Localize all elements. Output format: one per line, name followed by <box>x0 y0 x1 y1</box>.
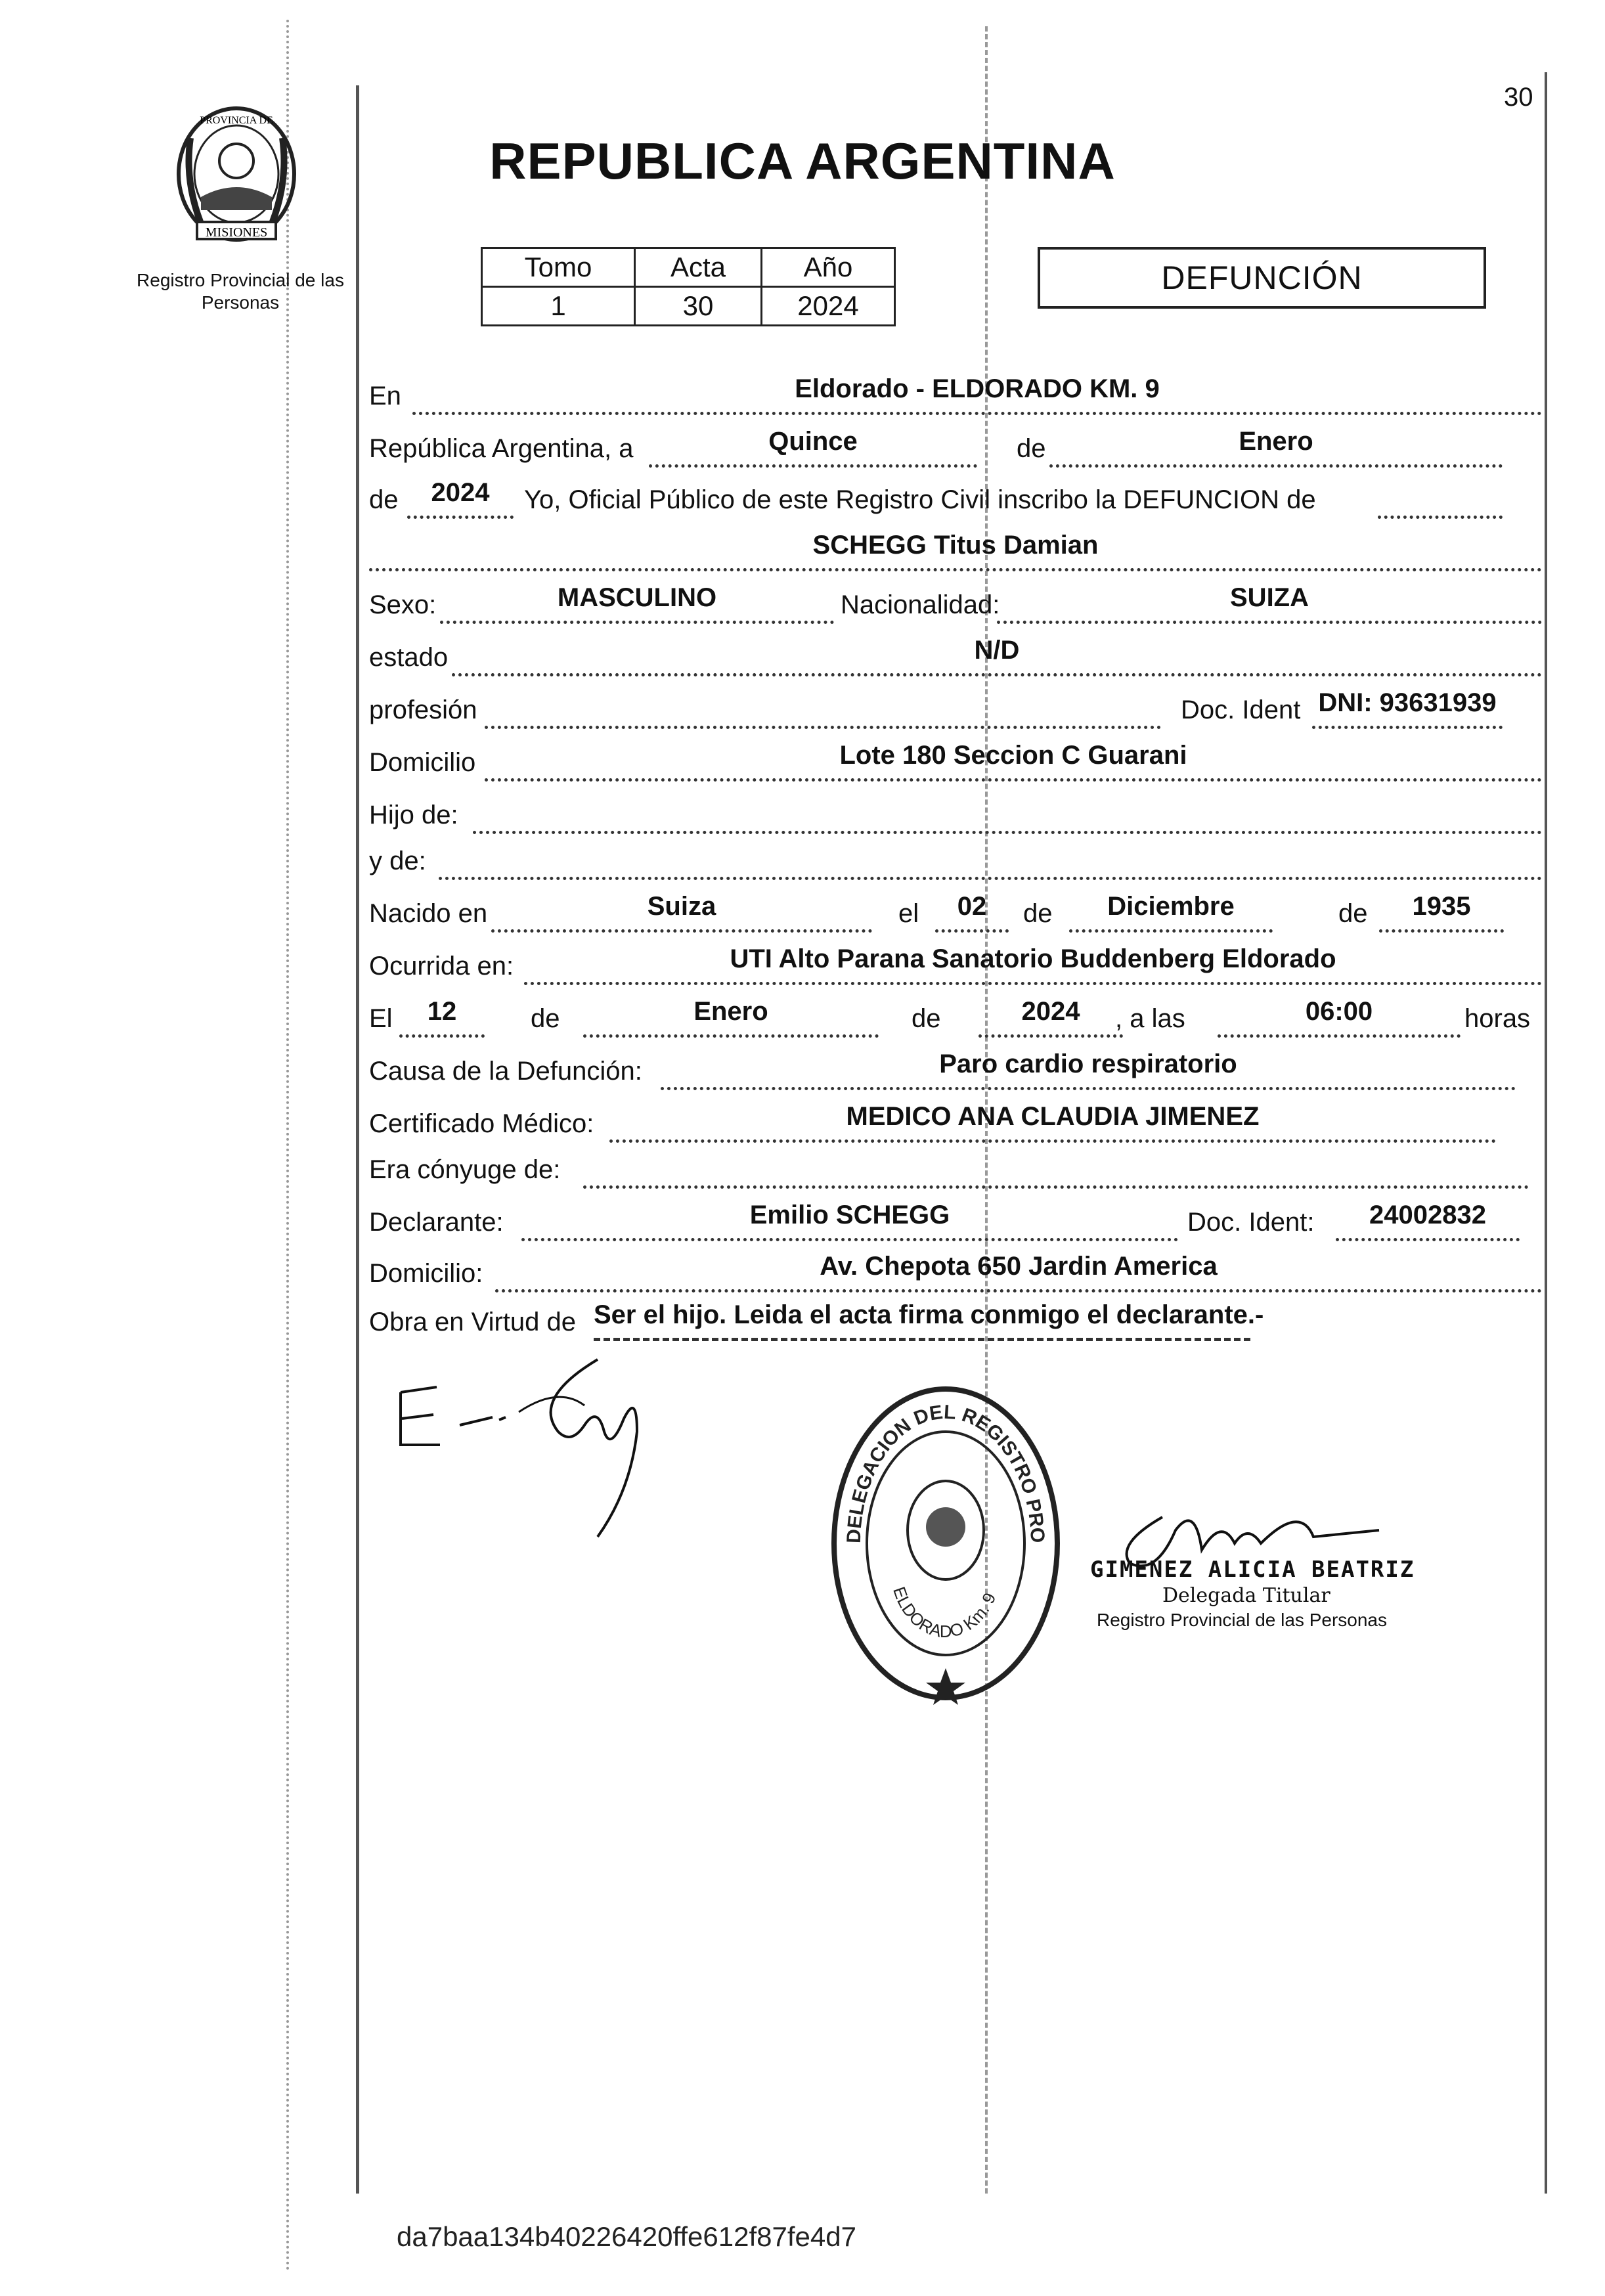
row-hijo <box>366 795 1542 834</box>
fall-hora-field: 06:00 <box>1218 995 1461 1038</box>
nac-mes-field: Diciembre <box>1069 890 1273 933</box>
nacido-field: Suiza <box>491 890 872 933</box>
row-profesion <box>366 690 1542 729</box>
acta-value: 30 <box>635 287 762 326</box>
acta-header: Acta <box>635 248 762 287</box>
dia-field: Quince <box>649 425 977 468</box>
doc2-field: 24002832 <box>1336 1199 1520 1241</box>
causa-field: Paro cardio respiratorio <box>661 1048 1516 1090</box>
en-field: Eldorado - ELDORADO KM. 9 <box>412 372 1542 415</box>
row-en <box>366 376 1542 415</box>
doc2-label: Doc. Ident: <box>1187 1208 1315 1237</box>
right-margin-line <box>1545 72 1547 2194</box>
tomo-value: 1 <box>482 287 635 326</box>
row-certificado <box>366 1103 1542 1143</box>
mes-field: Enero <box>1049 425 1503 468</box>
el2-label: El <box>369 1004 393 1033</box>
nac-anio-field: 1935 <box>1379 890 1504 933</box>
sexo-field: MASCULINO <box>440 581 834 624</box>
domicilio2-field: Av. Chepota 650 Jardin America <box>495 1250 1542 1292</box>
row-conyuge <box>366 1149 1542 1189</box>
declarante-label: Declarante: <box>369 1208 504 1237</box>
page-title: REPUBLICA ARGENTINA <box>489 132 1116 190</box>
document-hash: da7baa134b40226420ffe612f87fe4d7 <box>397 2221 856 2252</box>
signatory-name: GIMENEZ ALICIA BEATRIZ <box>1090 1556 1415 1583</box>
signatory-role: Delegada Titular <box>1162 1584 1330 1607</box>
conyuge-field <box>583 1146 1529 1189</box>
fall-mes-field: Enero <box>583 995 879 1038</box>
alas-label: , a las <box>1115 1004 1185 1033</box>
republica-label: República Argentina, a <box>369 434 634 463</box>
fall-dia-field: 12 <box>399 995 485 1038</box>
row-nacido <box>366 893 1542 933</box>
signatory-block <box>1090 1556 1415 1631</box>
estado-label: estado <box>369 643 449 672</box>
obra-label: Obra en Virtud de <box>369 1308 577 1336</box>
oficial-text: Yo, Oficial Público de este Registro Civil inscribo la DEFUNCION de <box>524 485 1316 514</box>
oficial-blank <box>1378 476 1503 519</box>
svg-text:ELDORADO Km. 9: ELDORADO Km. 9 <box>889 1584 1000 1641</box>
domicilio-label: Domicilio <box>369 748 476 777</box>
doc-label: Doc. Ident <box>1181 695 1301 724</box>
declarant-signature <box>387 1346 755 1543</box>
fall-de-label-2: de <box>912 1004 941 1033</box>
estado-field: N/D <box>452 634 1542 676</box>
ocurrida-label: Ocurrida en: <box>369 952 514 981</box>
yde-field <box>439 837 1542 880</box>
row-declarante <box>366 1202 1542 1241</box>
tomo-header: Tomo <box>482 248 635 287</box>
record-table <box>481 247 896 326</box>
row-estado <box>366 637 1542 676</box>
official-stamp <box>821 1379 1070 1708</box>
row-fallecimiento <box>366 998 1542 1038</box>
fall-de-label-1: de <box>531 1004 560 1033</box>
declarante-field: Emilio SCHEGG <box>521 1199 1178 1241</box>
row-nombre <box>366 532 1542 571</box>
nacionalidad-label: Nacionalidad: <box>841 590 1000 619</box>
hijo-label: Hijo de: <box>369 801 458 829</box>
nac-dia-field: 02 <box>935 890 1009 933</box>
profesion-field <box>485 686 1161 729</box>
row-obra <box>366 1302 1542 1341</box>
fold-line-left <box>286 20 289 2272</box>
row-causa <box>366 1051 1542 1090</box>
nac-de-label-1: de <box>1023 899 1053 928</box>
profesion-label: profesión <box>369 695 477 724</box>
nacionalidad-field: SUIZA <box>997 581 1542 624</box>
svg-text:MISIONES: MISIONES <box>205 225 268 240</box>
anio-header: Año <box>762 248 895 287</box>
nombre-field: SCHEGG Titus Damian <box>369 529 1542 571</box>
signatory-office: Registro Provincial de las Personas <box>1097 1610 1387 1630</box>
nacido-label: Nacido en <box>369 899 488 928</box>
record-type-box: DEFUNCIÓN <box>1038 247 1486 309</box>
de-label: de <box>1017 434 1046 463</box>
doc-field: DNI: 93631939 <box>1312 686 1503 729</box>
sexo-label: Sexo: <box>369 590 437 619</box>
el-label: el <box>898 899 919 928</box>
obra-field: Ser el hijo. Leida el acta firma conmigo el declarante.- <box>594 1298 1250 1341</box>
row-fecha <box>366 428 1542 468</box>
yde-label: y de: <box>369 847 426 875</box>
row-domicilio <box>366 742 1542 782</box>
conyuge-label: Era cónyuge de: <box>369 1155 561 1184</box>
row-sexo <box>366 585 1542 624</box>
anio-field: 2024 <box>407 476 514 519</box>
de-label-2: de <box>369 485 399 514</box>
fall-anio-field: 2024 <box>978 995 1123 1038</box>
hijo-field <box>473 791 1542 834</box>
domicilio-field: Lote 180 Seccion C Guarani <box>485 739 1542 782</box>
causa-label: Causa de la Defunción: <box>369 1057 642 1086</box>
en-label: En <box>369 382 401 410</box>
registry-label: Registro Provincial de las Personas <box>137 270 344 313</box>
certificado-field: MEDICO ANA CLAUDIA JIMENEZ <box>609 1100 1496 1143</box>
row-domicilio2 <box>366 1253 1542 1292</box>
svg-text:DELEGACION DEL REGISTRO PROVIN: DELEGACION DEL REGISTRO PRO <box>843 1401 1049 1544</box>
left-margin-line <box>356 85 359 2194</box>
nac-de-label-2: de <box>1338 899 1368 928</box>
horas-label: horas <box>1464 1004 1531 1033</box>
row-yde <box>366 841 1542 880</box>
page-number: 30 <box>1504 83 1533 112</box>
domicilio2-label: Domicilio: <box>369 1259 483 1288</box>
certificado-label: Certificado Médico: <box>369 1109 594 1138</box>
ocurrida-field: UTI Alto Parana Sanatorio Buddenberg Eldorado <box>524 942 1542 985</box>
svg-text:PROVINCIA DE: PROVINCIA DE <box>200 115 273 126</box>
row-anio <box>366 479 1542 519</box>
row-ocurrida <box>366 946 1542 985</box>
anio-value: 2024 <box>762 287 895 326</box>
